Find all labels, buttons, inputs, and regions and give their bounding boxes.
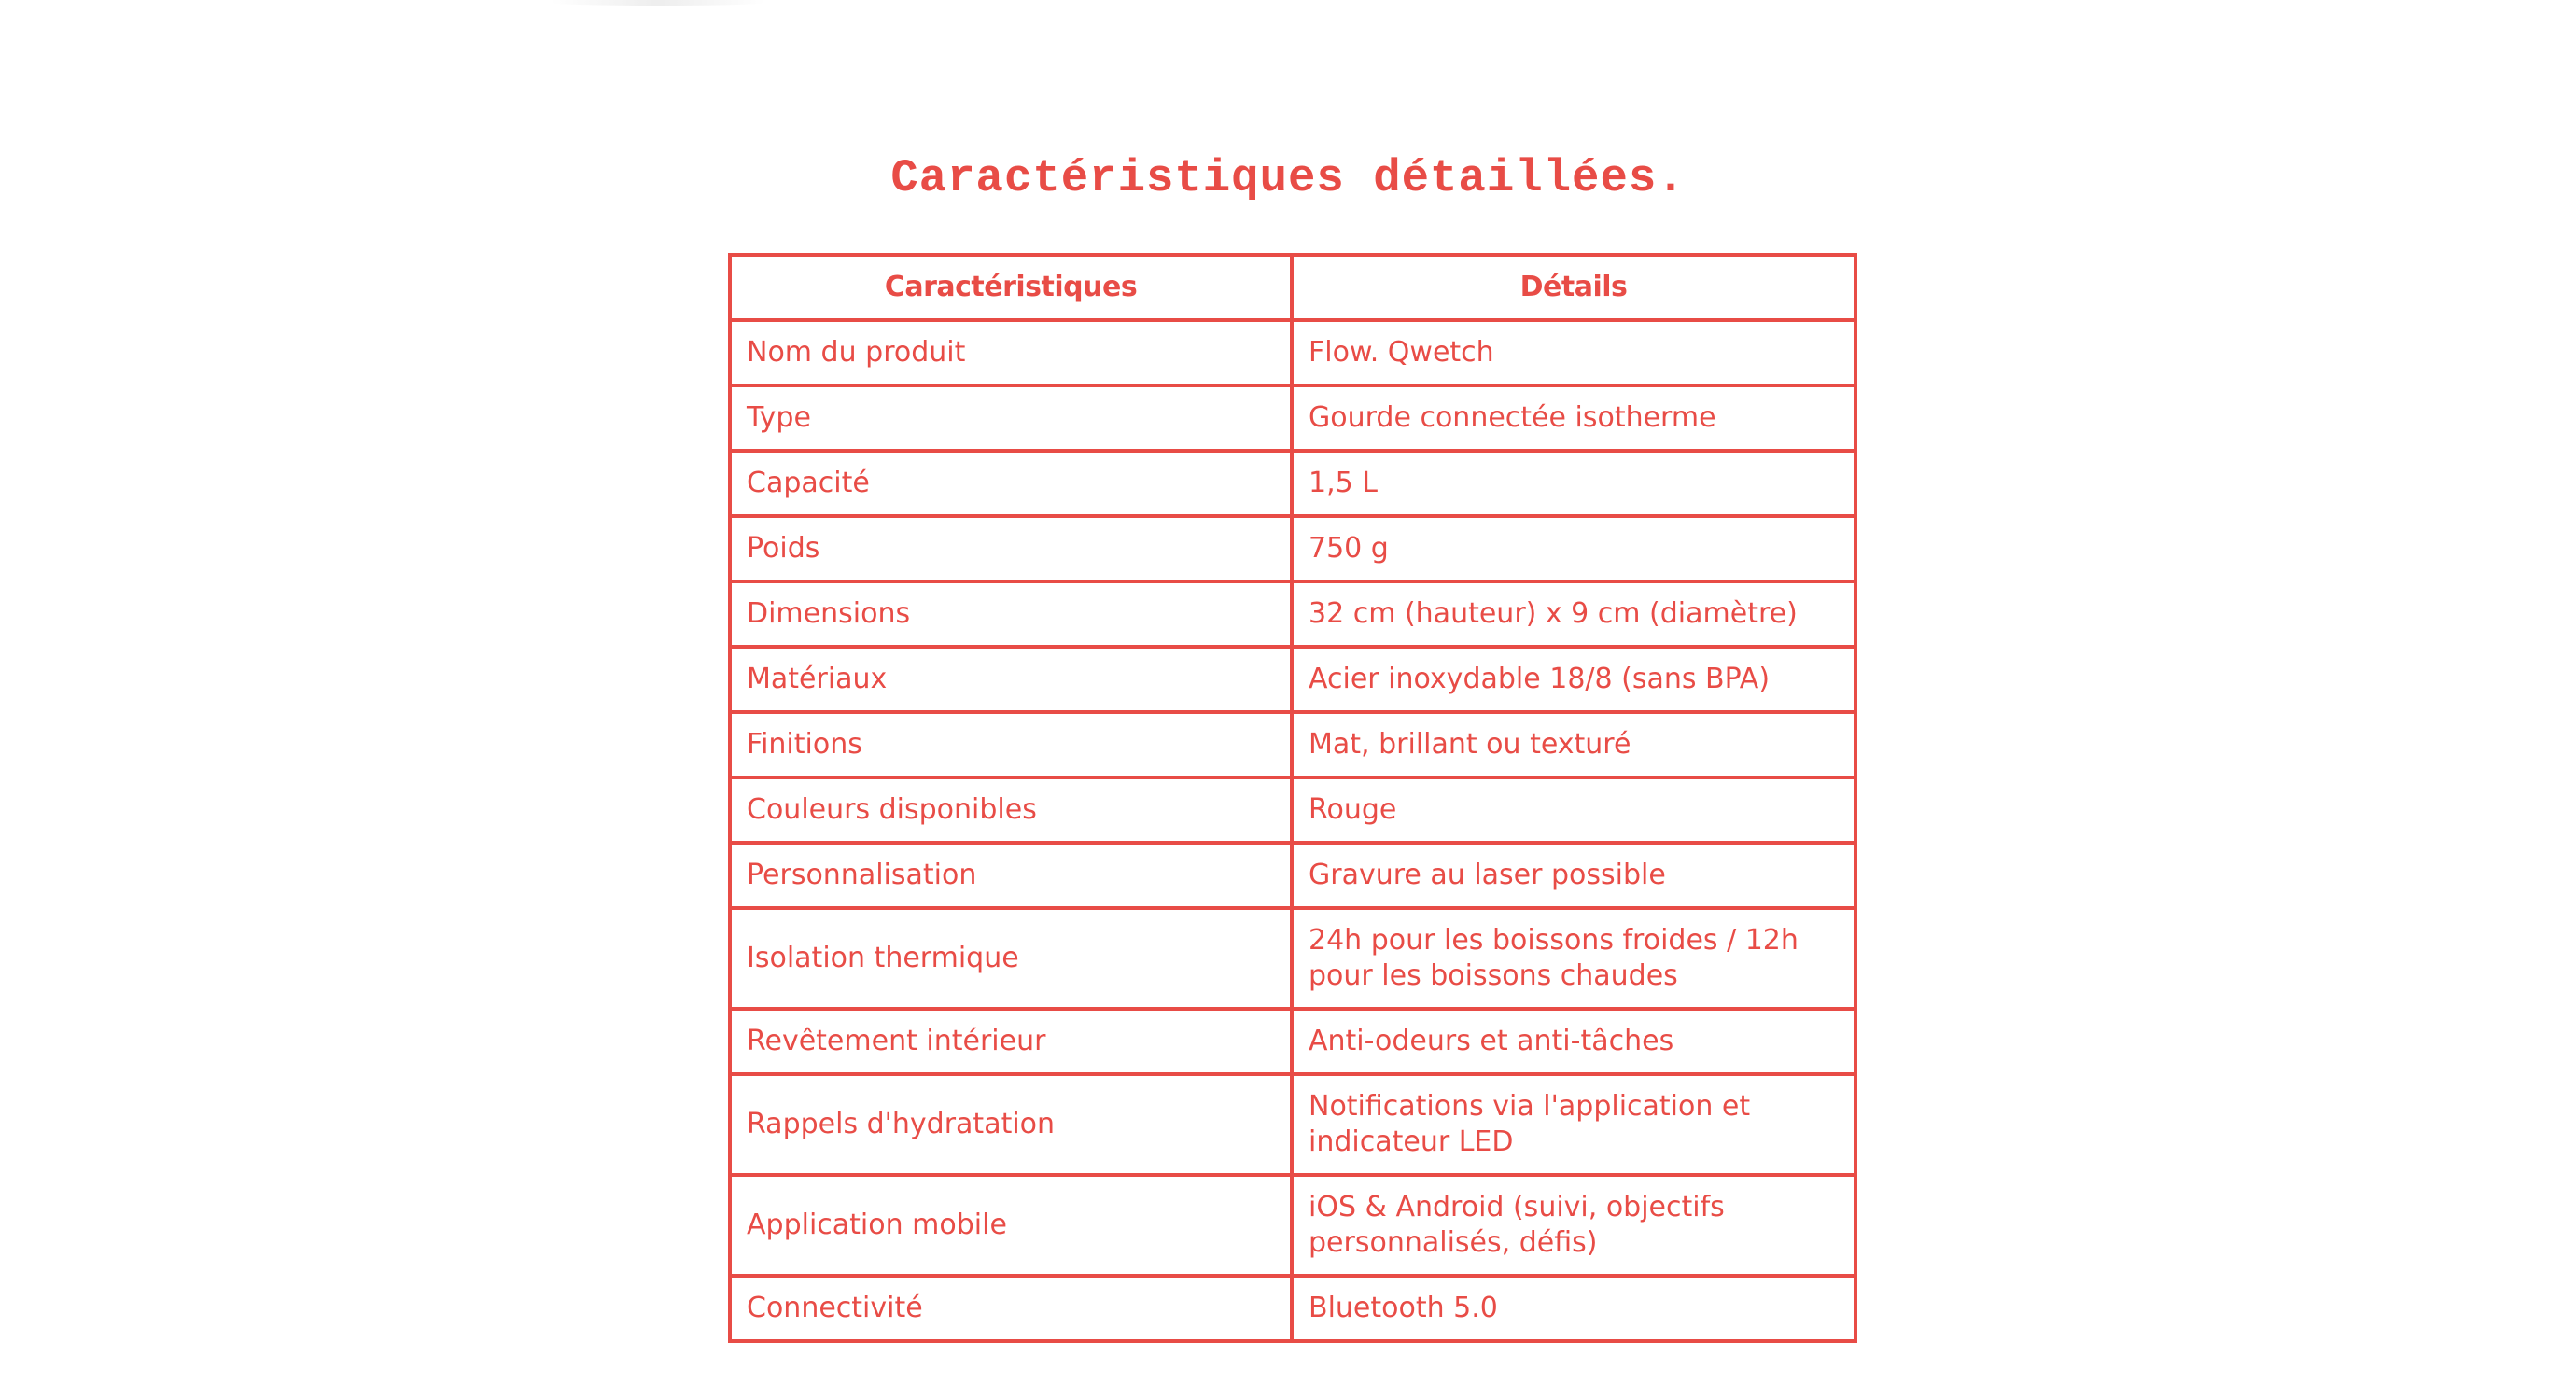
detail-cell: Flow. Qwetch bbox=[1292, 320, 1855, 385]
top-edge-shadow bbox=[551, 0, 765, 6]
detail-cell: iOS & Android (suivi, objectifs personnalisés, défis) bbox=[1292, 1175, 1855, 1276]
table-row bbox=[730, 777, 1855, 843]
detail-cell: Acier inoxydable 18/8 (sans BPA) bbox=[1292, 647, 1855, 712]
detail-cell: 1,5 L bbox=[1292, 451, 1855, 516]
table-row bbox=[730, 385, 1855, 451]
specifications-table bbox=[728, 253, 1857, 1343]
detail-cell: Anti-odeurs et anti-tâches bbox=[1292, 1009, 1855, 1074]
column-header-details: Détails bbox=[1292, 255, 1855, 320]
table-header-row bbox=[730, 255, 1855, 320]
characteristic-cell: Revêtement intérieur bbox=[730, 1009, 1292, 1074]
table-row bbox=[730, 843, 1855, 908]
characteristic-cell: Couleurs disponibles bbox=[730, 777, 1292, 843]
column-header-characteristics: Caractéristiques bbox=[730, 255, 1292, 320]
characteristic-cell: Personnalisation bbox=[730, 843, 1292, 908]
characteristic-cell: Rappels d'hydratation bbox=[730, 1074, 1292, 1175]
page-title: Caractéristiques détaillées. bbox=[890, 152, 1686, 204]
table-row bbox=[730, 1009, 1855, 1074]
detail-cell: Gourde connectée isotherme bbox=[1292, 385, 1855, 451]
detail-cell: 750 g bbox=[1292, 516, 1855, 581]
detail-cell: Mat, brillant ou texturé bbox=[1292, 712, 1855, 777]
characteristic-cell: Dimensions bbox=[730, 581, 1292, 647]
table-row bbox=[730, 712, 1855, 777]
characteristic-cell: Capacité bbox=[730, 451, 1292, 516]
characteristic-cell: Isolation thermique bbox=[730, 908, 1292, 1009]
table-row bbox=[730, 1276, 1855, 1341]
characteristic-cell: Matériaux bbox=[730, 647, 1292, 712]
characteristic-cell: Application mobile bbox=[730, 1175, 1292, 1276]
characteristic-cell: Type bbox=[730, 385, 1292, 451]
characteristic-cell: Finitions bbox=[730, 712, 1292, 777]
characteristic-cell: Connectivité bbox=[730, 1276, 1292, 1341]
table-row bbox=[730, 451, 1855, 516]
detail-cell: Rouge bbox=[1292, 777, 1855, 843]
characteristic-cell: Nom du produit bbox=[730, 320, 1292, 385]
table-row bbox=[730, 908, 1855, 1009]
table-row bbox=[730, 1074, 1855, 1175]
detail-cell: Gravure au laser possible bbox=[1292, 843, 1855, 908]
table-row bbox=[730, 320, 1855, 385]
detail-cell: 32 cm (hauteur) x 9 cm (diamètre) bbox=[1292, 581, 1855, 647]
characteristic-cell: Poids bbox=[730, 516, 1292, 581]
detail-cell: Bluetooth 5.0 bbox=[1292, 1276, 1855, 1341]
table-row bbox=[730, 1175, 1855, 1276]
detail-cell: 24h pour les boissons froides / 12h pour les boissons chaudes bbox=[1292, 908, 1855, 1009]
table-row bbox=[730, 581, 1855, 647]
table-row bbox=[730, 647, 1855, 712]
table-row bbox=[730, 516, 1855, 581]
detail-cell: Notifications via l'application et indicateur LED bbox=[1292, 1074, 1855, 1175]
